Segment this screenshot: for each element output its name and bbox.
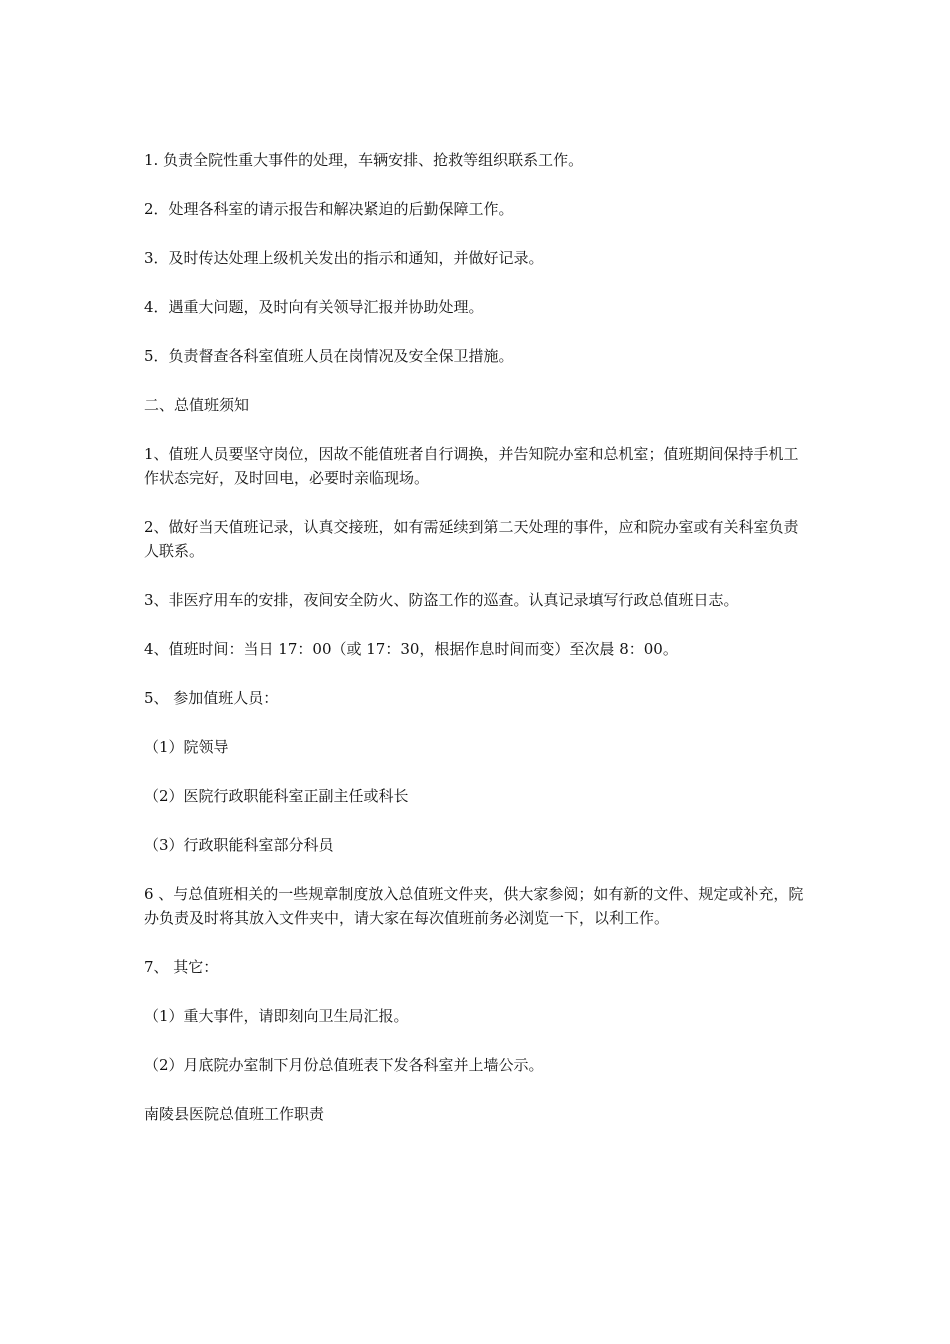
notice-item-1: 1、值班人员要坚守岗位，因故不能值班者自行调换，并告知院办室和总机室；值班期间保持手机工作状态完好，及时回电，必要时亲临现场。 bbox=[144, 445, 799, 487]
duty-item-3: 3．及时传达处理上级机关发出的指示和通知，并做好记录。 bbox=[144, 249, 544, 267]
notice-subitem-7-1: （1）重大事件，请即刻向卫生局汇报。 bbox=[144, 1007, 409, 1025]
duty-item-2: 2．处理各科室的请示报告和解决紧迫的后勤保障工作。 bbox=[144, 200, 514, 218]
notice-subitem-5-2: （2）医院行政职能科室正副主任或科长 bbox=[144, 787, 409, 805]
notice-item-3: 3、非医疗用车的安排，夜间安全防火、防盗工作的巡查。认真记录填写行政总值班日志。 bbox=[144, 591, 739, 609]
closing-title: 南陵县医院总值班工作职责 bbox=[144, 1105, 325, 1123]
notice-item-6: 6 、与总值班相关的一些规章制度放入总值班文件夹，供大家参阅；如有新的文件、规定或补充，院办负责及时将其放入文件夹中，请大家在每次值班前务必浏览一下，以利工作。 bbox=[144, 885, 804, 927]
section-heading-notice: 二、总值班须知 bbox=[144, 396, 250, 414]
document-page bbox=[144, 148, 810, 1151]
duty-item-5: 5．负责督查各科室值班人员在岗情况及安全保卫措施。 bbox=[144, 347, 514, 365]
duty-item-1: 1. 负责全院性重大事件的处理，车辆安排、抢救等组织联系工作。 bbox=[144, 151, 584, 169]
notice-subitem-5-3: （3）行政职能科室部分科员 bbox=[144, 836, 334, 854]
notice-item-5: 5、 参加值班人员： bbox=[144, 689, 279, 707]
notice-subitem-5-1: （1）院领导 bbox=[144, 738, 229, 756]
duty-item-4: 4．遇重大问题，及时向有关领导汇报并协助处理。 bbox=[144, 298, 484, 316]
notice-item-4: 4、值班时间：当日 17：00（或 17：30，根据作息时间而变）至次晨 8：00。 bbox=[144, 640, 678, 658]
notice-subitem-7-2: （2）月底院办室制下月份总值班表下发各科室并上墙公示。 bbox=[144, 1056, 544, 1074]
notice-item-2: 2、做好当天值班记录，认真交接班，如有需延续到第二天处理的事件，应和院办室或有关科室负责人联系。 bbox=[144, 518, 799, 560]
notice-item-7: 7、 其它： bbox=[144, 958, 219, 976]
